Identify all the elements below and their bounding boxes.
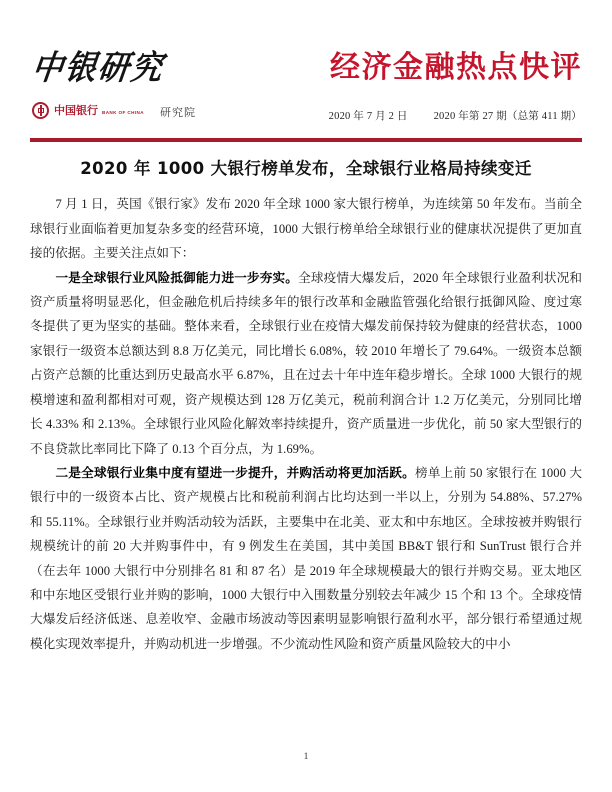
bank-identity — [32, 99, 262, 121]
bank-name-cn: 中国银行 — [54, 104, 98, 117]
paragraph-point-two-text: 榜单上前 50 家银行在 1000 大银行中的一级资本占比、资产规模占比和税前利润占比均达到一半以上，分别为 54.88%、57.27% 和 55.11%。全球银行业并购活动较为活跃，主要集中在北美、亚太和中东地区。全球按被并购银行规模统计的前 20 大并购事件中，有 9 例发生在美国，其中美国 BB&T 银行和 SunTrust 银行合并（在去年 1000 大银行中分别排名 81 和 87 名）是 2019 年全球规模最大的银行并购交易。亚太地区和中东地区受银行业并购的影响，1000 大银行中入围数量分别较去年减少 15 个和 13 个。全球疫情大爆发后经济低迷、息差收窄、金融市场波动等因素明显影响银行盈利水平，部分银行希望通过规模化实现效率提升，并购动机进一步增强。不少流动性风险和资产质量风险较大的中小 — [30, 465, 582, 651]
article-body — [30, 158, 582, 656]
bank-name-en: BANK OF CHINA — [102, 110, 144, 115]
masthead — [0, 48, 612, 144]
paragraph-point-two — [30, 461, 582, 656]
brand-calligraphy-logo: 中银研究 — [29, 48, 167, 87]
issue-line — [329, 108, 582, 123]
publication-title: 经济金融热点快评 — [330, 50, 582, 85]
paragraph-point-one — [30, 266, 582, 461]
article-title: 2020 年 1000 大银行榜单发布，全球银行业格局持续变迁 — [80, 159, 532, 178]
page-number: 1 — [303, 752, 309, 762]
masthead-divider — [30, 138, 582, 142]
paragraph-intro-text: 7 月 1 日，英国《银行家》发布 2020 年全球 1000 家大银行榜单，为连续第 50 年发布。当前全球银行业面临着更加复杂多变的经营环境，1000 大银行榜单给全球银行业的健康状况提供了更加直接的依据。主要关注点如下： — [30, 197, 582, 261]
paragraph-intro — [30, 192, 582, 265]
bank-of-china-logo-icon — [32, 102, 49, 119]
paragraph-point-two-lead: 二是全球银行业集中度有望进一步提升，并购活动将更加活跃。 — [55, 465, 415, 480]
institute-label: 研究院 — [159, 107, 196, 119]
bank-name-group — [54, 102, 144, 118]
paragraph-point-one-lead: 一是全球银行业风险抵御能力进一步夯实。 — [55, 270, 299, 285]
brand-block — [29, 48, 262, 121]
paragraph-point-one-text: 全球疫情大爆发后，2020 年全球银行业盈利状况和资产质量将明显恶化，但金融危机后持续多年的银行改革和金融监管强化给银行抵御风险、度过寒冬提供了更为坚实的基础。整体来看，全球银行业在疫情大爆发前保持较为健康的经营状态，1000 家银行一级资本总额达到 8.8 万亿美元，同比增长 6.08%，较 2010 年增长了 79.64%。一级资本总额占资产总额的比重达到历史最高水平 6.87%，且在过去十年中连年稳步增长。全球 1000 大银行的规模增速和盈利都相对可观，资产规模达到 128 万亿美元，税前利润合计 1.2 万亿美元，分别同比增长 4.33% 和 2.13%。全球银行业风险化解效率持续提升，资产质量进一步优化，前 50 家大型银行的不良贷款比率同比下降了 0.13 个百分点，为 1.69%。 — [30, 270, 582, 456]
publication-date: 2020 年 7 月 2 日 — [328, 111, 408, 122]
issue-number: 2020 年第 27 期（总第 411 期） — [433, 111, 582, 122]
